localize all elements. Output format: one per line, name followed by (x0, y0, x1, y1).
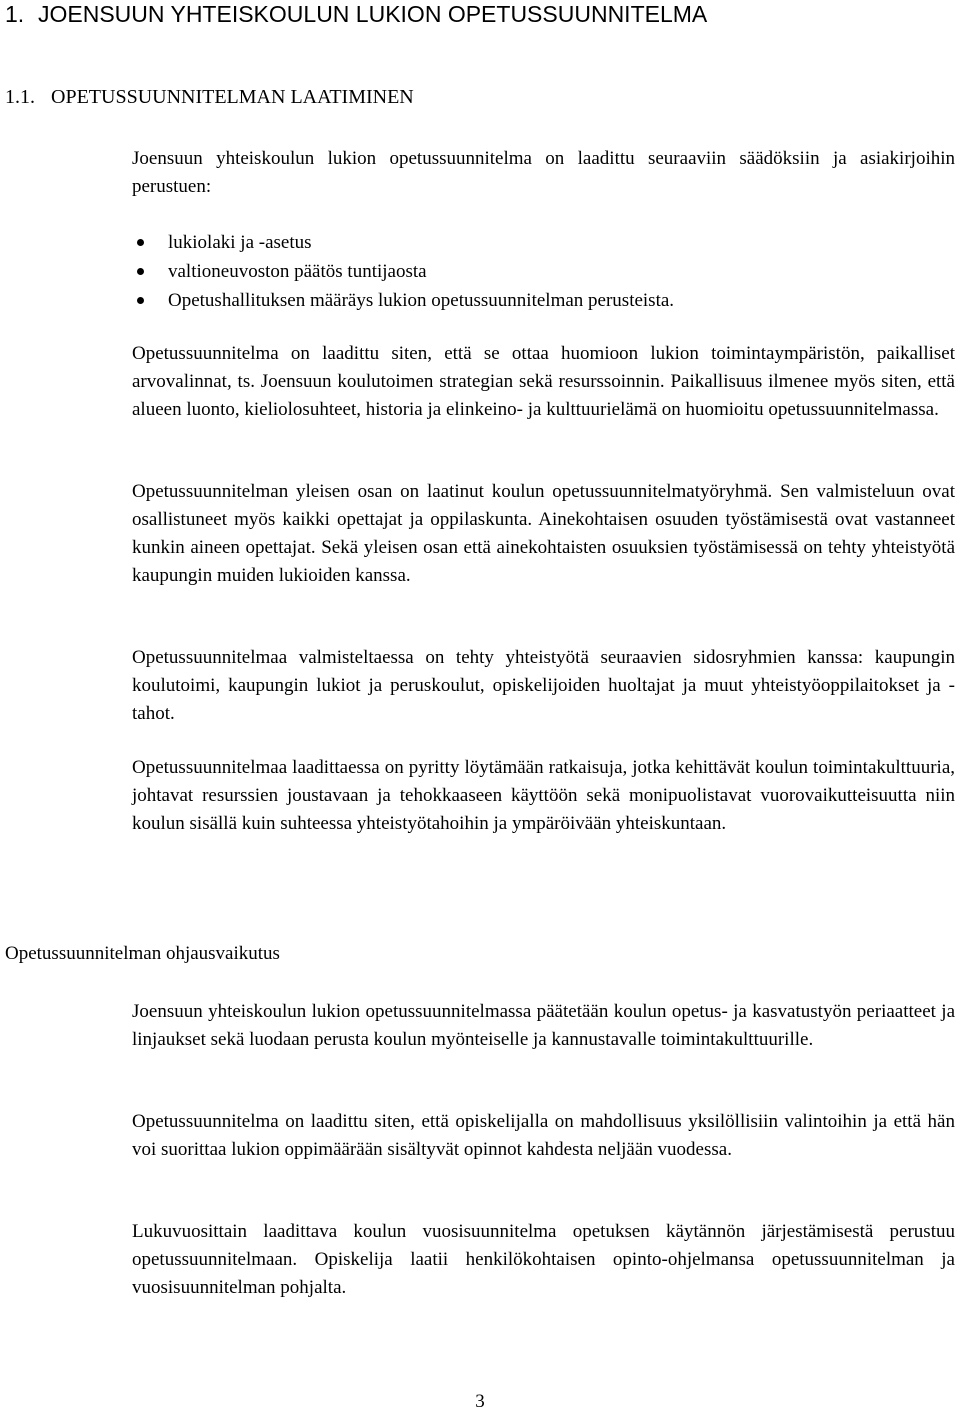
bullet-icon (137, 239, 144, 246)
intro-paragraph: Joensuun yhteiskoulun lukion opetussuunnitelma on laadittu seuraaviin säädöksiin ja asiakirjoihin perustuen: (132, 148, 955, 197)
main-heading-text: JOENSUUN YHTEISKOULUN LUKION OPETUSSUUNNITELMA (38, 1, 708, 27)
main-heading-number: 1. (5, 1, 25, 27)
list-item (132, 286, 955, 315)
section-heading (5, 84, 414, 111)
list-item-text: Opetushallituksen määräys lukion opetussuunnitelman perusteista. (168, 290, 675, 311)
list-item-text: lukiolaki ja -asetus (168, 232, 312, 253)
paragraph: Opetussuunnitelman yleisen osan on laatinut koulun opetussuunnitelmatyöryhmä. Sen valmisteluun ovat osallistuneet myös kaikki opettajat ja oppilaskunta. Ainekohtaisen osuuden työstämisestä ovat vastanneet kunkin aineen opettajat. Sekä yleisen osan että ainekohtaisten osuuksien työstämisessä on tehty yhteistyötä kaupungin muiden lukioiden kanssa. (132, 481, 955, 586)
list-item (132, 257, 955, 286)
paragraph: Joensuun yhteiskoulun lukion opetussuunnitelmassa päätetään koulun opetus- ja kasvatustyön periaatteet ja linjaukset sekä luodaan perusta koulun myönteiselle ja kannustavalle toimintakulttuurille. (132, 1001, 955, 1050)
bullet-icon (137, 268, 144, 275)
paragraph: Opetussuunnitelma on laadittu siten, että se ottaa huomioon lukion toimintaympäristön, paikalliset arvovalinnat, ts. Joensuun koulutoimen strategian sekä resurssoinnin. Paikallisuus ilmenee myös siten, että alueen luonto, kieliolosuhteet, historia ja elinkeino- ja kulttuurielämä on huomioitu opetussuunnitelmassa. (132, 343, 955, 420)
page-number: 3 (475, 1391, 485, 1412)
paragraph: Opetussuunnitelma on laadittu siten, että opiskelijalla on mahdollisuus yksilöllisiin valintoihin ja että hän voi suorittaa lukion oppimäärään sisältyvät opinnot kahdesta neljään vuodessa. (132, 1111, 955, 1160)
section-heading-text: OPETUSSUUNNITELMAN LAATIMINEN (51, 86, 414, 108)
bullet-icon (137, 297, 144, 304)
paragraph: Lukuvuosittain laadittava koulun vuosisuunnitelma opetuksen käytännön järjestämisestä perustuu opetussuunnitelmaan. Opiskelija laatii henkilökohtaisen opinto-ohjelmansa opetussuunnitelman ja vuosisuunnitelman pohjalta. (132, 1221, 955, 1298)
subsection-heading: Opetussuunnitelman ohjausvaikutus (5, 943, 280, 964)
paragraph: Opetussuunnitelmaa valmisteltaessa on tehty yhteistyötä seuraavien sidosryhmien kanssa: kaupungin koulutoimi, kaupungin lukiot ja peruskoulut, opiskelijoiden huoltajat ja muut yhteistyöoppilaitokset ja -tahot. (132, 647, 955, 724)
paragraph: Opetussuunnitelmaa laadittaessa on pyritty löytämään ratkaisuja, jotka kehittävät koulun toimintakulttuuria, johtavat resurssien joustavaan ja tehokkaaseen käyttöön sekä monipuolistavat vuorovaikutteisuutta niin koulun sisällä kuin suhteessa yhteistyötahoihin ja ympäröivään yhteiskuntaan. (132, 757, 955, 834)
list-item (132, 228, 955, 257)
list-item-text: valtioneuvoston päätös tuntijaosta (168, 261, 427, 282)
regulation-list (132, 228, 955, 315)
section-heading-number: 1.1. (5, 86, 35, 108)
main-heading (5, 0, 707, 28)
